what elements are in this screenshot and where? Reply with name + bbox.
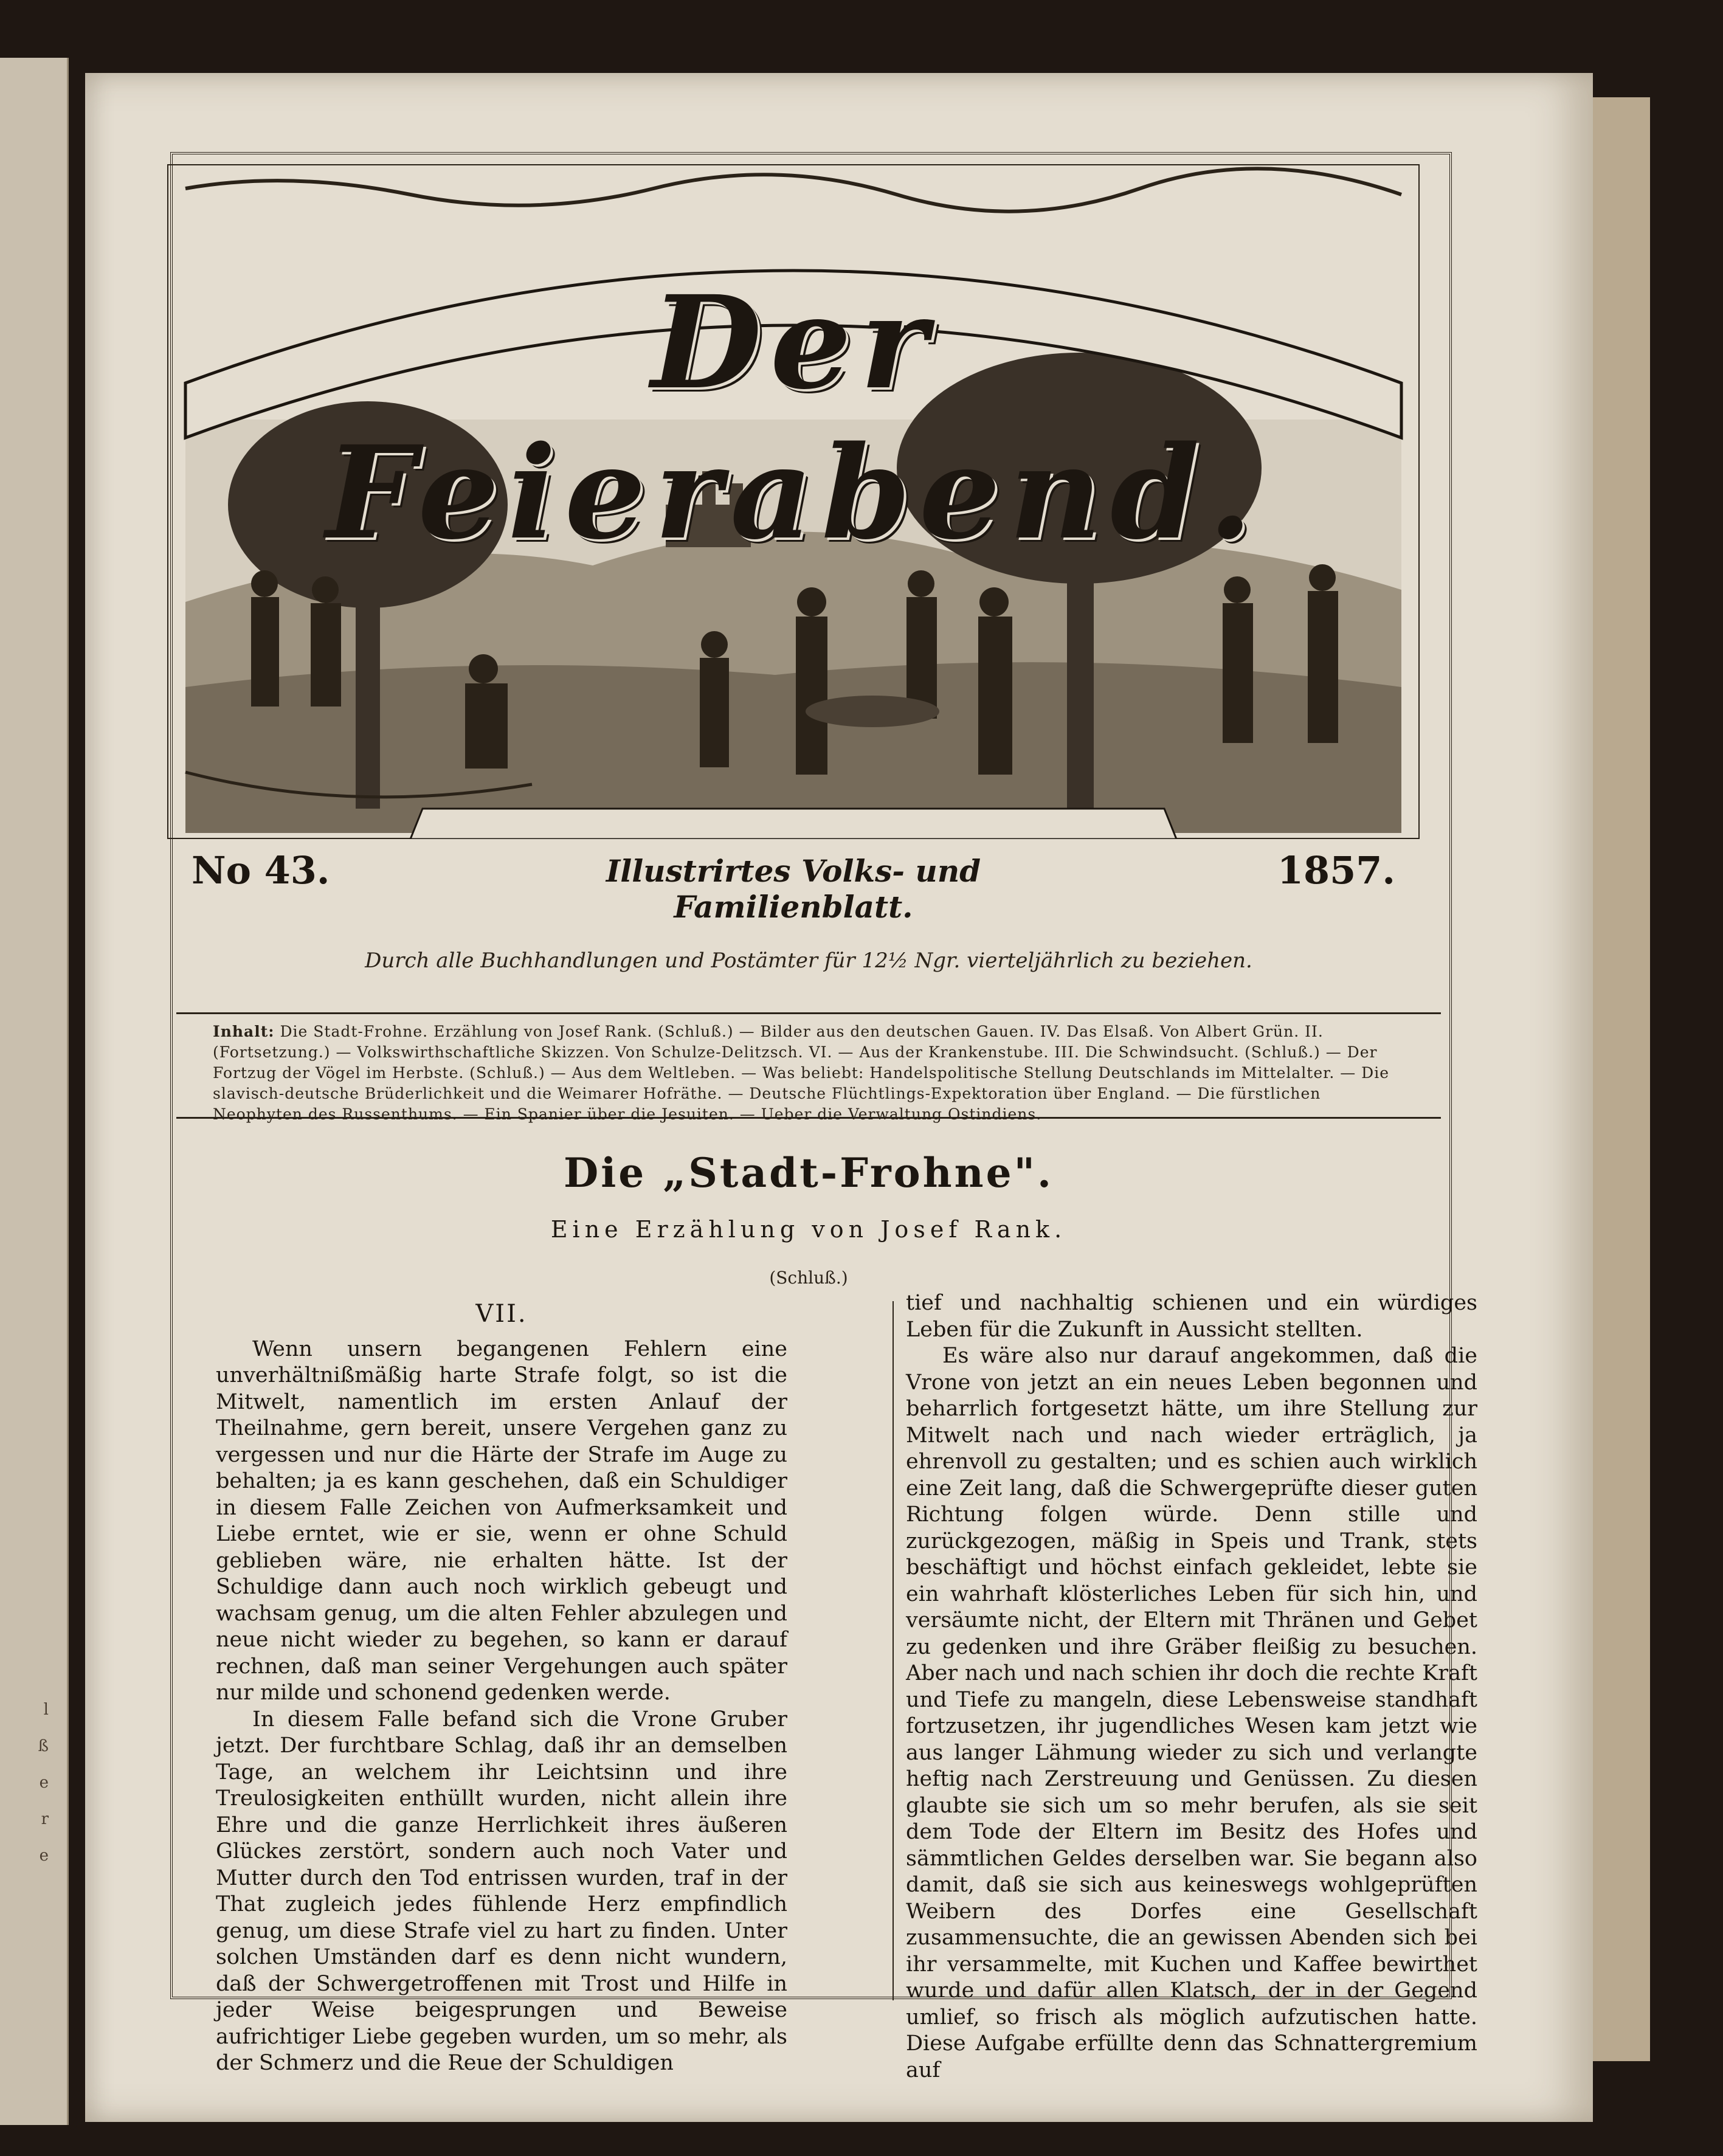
chapter-heading: VII. xyxy=(475,1300,528,1328)
contents-box xyxy=(176,1012,1441,1123)
paragraph: Es wäre also nur darauf angekommen, daß die Vrone von jetzt an ein neues Leben begonnen und beharrlich fortgesetzt hätte, um ihre Stellung zur Mitwelt nach und nach wieder erträglich, ja ehrenvoll zu gestalten; und es schien auch wirklich eine Zeit lang, daß die Schwergeprüfte dieser guten Richtung folgen würde. Denn stille und zurückgezogen, mäßig in Speis und Trank, stets beschäftigt und höchst einfach gekleidet, lebte sie ein wahrhaft klösterliches Leben für sich hin, und versäumte nicht, der Eltern mit Thränen und Gebet zu gedenken und ihre Gräber fleißig zu besuchen. Aber nach und nach schien ihr doch die rechte Kraft und Tiefe zu mangeln, diese Lebensweise standhaft fortzusetzen, ihr jugendliches Wesen kam jetzt wie aus langer Lähmung wieder zu sich und verlangte heftig nach Zerstreuung und Genüssen. Zu diesen glaubte sie sich um so mehr berufen, als sie seit dem Tode der Eltern im Besitz des Hofes und sämmtlichen Geldes derselben war. Sie begann also damit, daß sie sich aus keineswegs wohlgeprüften Weibern des Dorfes eine Gesellschaft zusammensuchte, die an gewissen Abenden sich bei ihr versammelte, mit Kuchen und Kaffee bewirthet wurde und dafür allen Klatsch, der in der Gegend umlief, so frisch als möglich aufzutischen hatte. Diese Aufgabe erfüllte denn das Schnattergremium auf xyxy=(906,1344,1477,2082)
article-byline: Eine Erzählung von Josef Rank. xyxy=(550,1216,1067,1243)
article-note: (Schluß.) xyxy=(769,1268,848,1288)
left-page-fragment: e xyxy=(39,1847,49,1865)
left-page-fragment: l xyxy=(43,1701,49,1719)
text-column-right xyxy=(906,1290,1477,2084)
issue-number: No 43. xyxy=(192,848,330,893)
subscription-line: Durch alle Buchhandlungen und Postämter für 12½ Ngr. vierteljährlich zu beziehen. xyxy=(365,948,1252,973)
left-page-fragment: e xyxy=(39,1774,49,1792)
paragraph: Wenn unsern begangenen Fehlern eine unverhältnißmäßig harte Strafe folgt, so ist die Mitwelt, namentlich im ersten Anlauf der Theilnahme, gern bereit, unsere Vergehen ganz zu vergessen und nur die Härte der Strafe im Auge zu behalten; ja es kann geschehen, daß ein Schuldiger in diesem Falle Zeichen von Aufmerksamkeit und Liebe erntet, wie er sie, wenn er ohne Schuld geblieben wäre, nie erhalten hätte. Ist der Schuldige dann auch noch wirklich gebeugt und wachsam genug, um die alten Fehler abzulegen und neue nicht wieder zu begehen, so kann er darauf rechnen, daß man seiner Vergehungen auch später nur milde und schonend gedenken werde. xyxy=(216,1336,787,1705)
newspaper-page xyxy=(85,73,1593,2122)
text-column-left xyxy=(216,1301,787,2077)
paragraph: tief und nachhaltig schienen und ein würdiges Leben für die Zukunft in Aussicht stellten. xyxy=(906,1291,1477,1342)
column-divider xyxy=(893,1301,894,2000)
contents-text: Die Stadt-Frohne. Erzählung von Josef Rank. (Schluß.) — Bilder aus den deutschen Gauen. IV. Das Elsaß. Von Albert Grün. II. (Fortsetzung.) — Volkswirthschaftliche Skizzen. Von Schulze-Delitzsch. VI. — Aus der Krankenstube. III. Die Schwindsucht. (Schluß.) — Der Fortzug der Vögel im Herbste. (Schluß.) — Aus dem Weltleben. — Was beliebt: Handelspolitische Stellung Deutschlands im Mittelalter. — Die slavisch-deutsche Brüderlichkeit und die Weimarer Hofräthe. — Deutsche Flüchtlings-Expektoration über England. — Die fürstlichen Neophyten des Russenthums. — Ein Spanier über die Jesuiten. — Ueber die Verwaltung Ostindiens. xyxy=(213,1023,1389,1123)
masthead-year: 1857. xyxy=(1277,848,1395,893)
left-page-fragment: r xyxy=(41,1810,49,1828)
masthead-title: Der Feierabend. xyxy=(325,268,1262,568)
masthead xyxy=(167,164,1420,925)
paragraph: In diesem Falle befand sich die Vrone Gruber jetzt. Der furchtbare Schlag, daß ihr an demselben Tage, an welchem ihr Leichtsinn und ihre Treulosigkeiten enthüllt wurden, nicht allein ihre Ehre und die ganze Herrlichkeit ihres äußeren Glückes zerstört, sondern auch noch Vater und Mutter durch den Tod entrissen wurden, traf in der That zugleich jedes fühlende Herz empfindlich genug, um diese Strafe viel zu hart zu finden. Unter solchen Umständen darf es denn nicht wundern, daß der Schwergetroffenen mit Trost und Hilfe in jeder Weise beigesprungen und Beweise aufrichtiger Liebe gegeben wurden, um so mehr, als der Schmerz und die Reue der Schuldigen xyxy=(216,1707,787,2075)
left-page-edge xyxy=(0,58,69,2125)
article-title: Die „Stadt-Frohne". xyxy=(564,1149,1054,1197)
masthead-ribbon xyxy=(185,842,1438,925)
left-page-fragment: ß xyxy=(38,1737,49,1755)
contents-label: Inhalt: xyxy=(213,1023,275,1040)
masthead-subtitle: Illustrirtes Volks- und Familienblatt. xyxy=(606,853,981,925)
